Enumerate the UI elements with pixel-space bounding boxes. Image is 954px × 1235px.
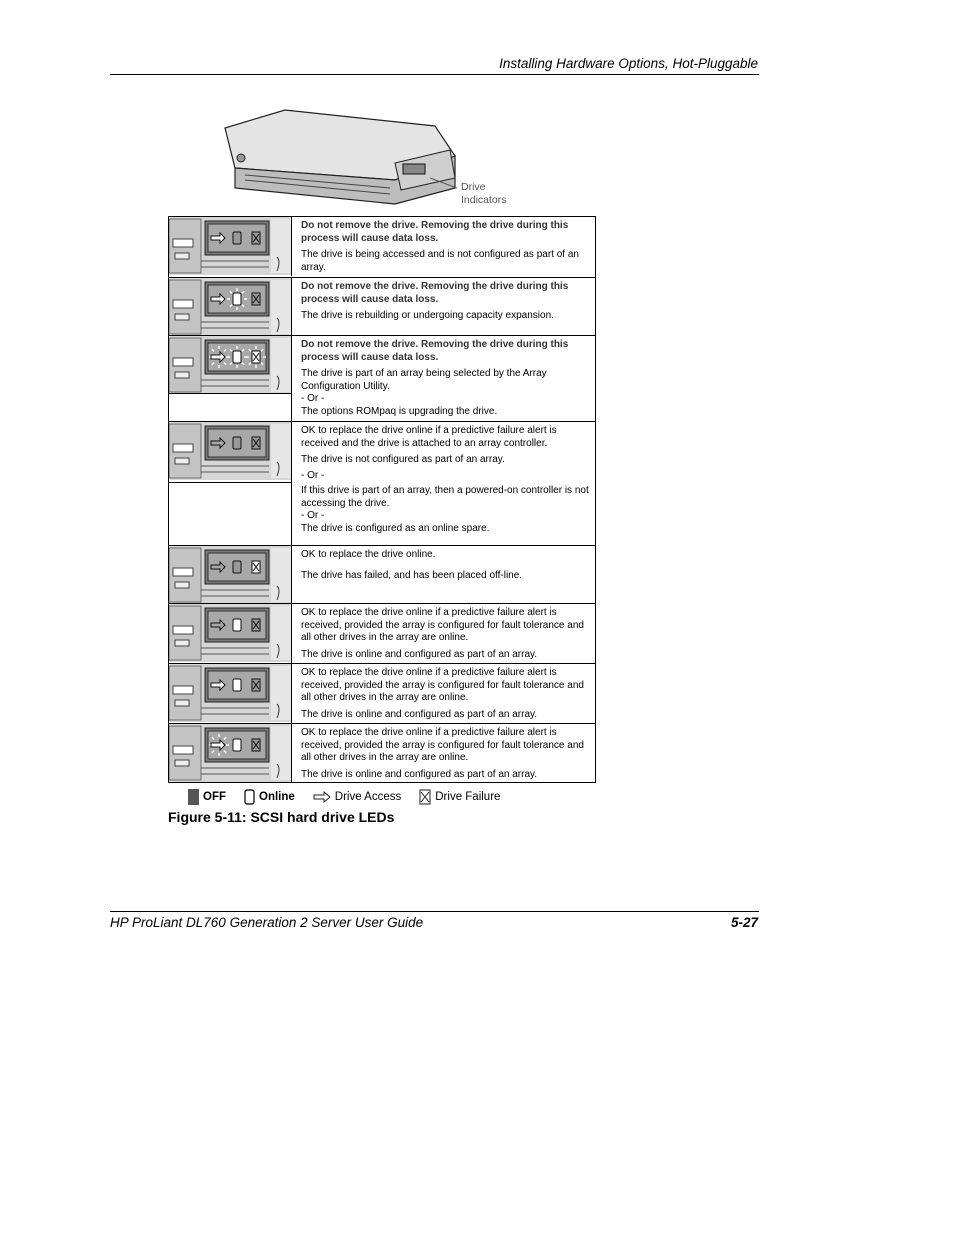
led-panel-image xyxy=(169,336,292,394)
failure-led-icon xyxy=(252,561,260,573)
led-row xyxy=(169,335,595,421)
led-panel-image xyxy=(169,604,292,663)
failure-led-icon xyxy=(252,679,260,691)
footer-guide-title: HP ProLiant DL760 Generation 2 Server User Guide xyxy=(110,915,424,930)
row-warning-text: Do not remove the drive. Removing the drive during this process will cause data loss. xyxy=(301,220,569,244)
figure-caption: Figure 5-11: SCSI hard drive LEDs xyxy=(168,809,395,825)
online-led-icon xyxy=(233,232,241,244)
drive-indicators-label-line2: Indicators xyxy=(461,194,507,206)
led-panel-drawing xyxy=(169,422,292,480)
legend-access xyxy=(313,791,401,803)
failure-led-icon xyxy=(252,739,260,751)
row-description-text: If this drive is part of an array, then a powered-on controller is not accessing the drive. xyxy=(301,485,589,509)
online-led-icon xyxy=(233,739,241,751)
legend-off xyxy=(188,789,226,805)
online-led-icon xyxy=(233,619,241,631)
page-header-title: Installing Hardware Options, Hot-Pluggable xyxy=(499,56,758,71)
online-led-icon xyxy=(233,561,241,573)
legend-access-label: Drive Access xyxy=(334,791,402,803)
legend-off-label: OFF xyxy=(203,791,226,803)
led-row xyxy=(169,277,595,335)
led-row xyxy=(169,421,595,545)
led-row xyxy=(169,217,595,277)
footer-page-number: 5-27 xyxy=(730,915,758,930)
led-panel-image xyxy=(169,664,292,723)
row-warning-text: Do not remove the drive. Removing the drive during this process will cause data loss. xyxy=(301,339,569,363)
row-description-text: OK to replace the drive online if a predictive failure alert is received, provided the array is configured for fault tolerance and all other drives in the array are online. xyxy=(301,667,584,703)
led-panel-empty xyxy=(169,483,292,545)
led-legend xyxy=(188,788,518,806)
failure-led-icon xyxy=(252,232,260,244)
led-panel-drawing xyxy=(169,546,292,603)
row-description-text: OK to replace the drive online if a predictive failure alert is received, provided the array is configured for fault tolerance and all other drives in the array are online. xyxy=(301,607,584,643)
led-row xyxy=(169,663,595,723)
failure-led-icon xyxy=(252,619,260,631)
row-description-text: The drive is online and configured as part of an array. xyxy=(301,708,538,720)
led-row xyxy=(169,603,595,663)
drive-failure-icon xyxy=(419,789,431,805)
legend-failure-label: Drive Failure xyxy=(435,791,501,803)
failure-led-icon xyxy=(252,437,260,449)
led-panel-empty xyxy=(169,394,292,421)
row-description-text: The drive is configured as an online spare. xyxy=(301,522,490,534)
online-led-icon xyxy=(233,437,241,449)
row-description-text: The drive is rebuilding or undergoing capacity expansion. xyxy=(301,310,554,321)
led-panel-image xyxy=(169,724,292,782)
led-panel-drawing xyxy=(169,278,292,335)
led-panel-image xyxy=(169,422,292,483)
failure-led-icon xyxy=(252,293,260,305)
led-panel-drawing xyxy=(169,217,292,275)
drive-indicators-label xyxy=(461,181,507,207)
led-panel-drawing xyxy=(169,336,292,394)
row-description-text: The drive is being accessed and is not configured as part of an array. xyxy=(301,249,579,273)
row-description-text: The drive is part of an array being selected by the Array Configuration Utility. xyxy=(301,368,547,392)
legend-online xyxy=(244,789,295,805)
hard-drive-illustration xyxy=(205,108,600,213)
row-description-text: OK to replace the drive online if a predictive failure alert is received, provided the array is configured for fault tolerance and all other drives in the array are online. xyxy=(301,727,584,763)
row-description-text: The drive is online and configured as part of an array. xyxy=(301,768,538,780)
drive-indicators-label-line1: Drive xyxy=(461,181,486,193)
legend-online-label: Online xyxy=(259,791,295,803)
led-panel-drawing xyxy=(169,604,292,662)
led-status-table xyxy=(168,216,596,783)
row-description-text: The drive is online and configured as part of an array. xyxy=(301,648,538,660)
led-row xyxy=(169,723,595,782)
row-or-text: - Or - xyxy=(301,393,325,404)
led-panel-drawing xyxy=(169,724,292,782)
row-warning-text: Do not remove the drive. Removing the drive during this process will cause data loss. xyxy=(301,281,569,305)
led-panel-drawing xyxy=(169,664,292,722)
led-panel-image xyxy=(169,278,292,335)
online-led-icon xyxy=(244,789,255,805)
online-led-icon xyxy=(233,679,241,691)
row-or-text: - Or - xyxy=(301,469,325,481)
row-description-text: OK to replace the drive online if a predictive failure alert is received and the drive is attached to an array controller. xyxy=(301,425,557,449)
led-panel-image xyxy=(169,546,292,603)
led-row xyxy=(169,545,595,603)
legend-failure xyxy=(419,789,500,805)
row-or-text: - Or - xyxy=(301,510,325,521)
off-led-icon xyxy=(188,789,199,805)
row-description-text: The drive is not configured as part of an array. xyxy=(301,454,505,465)
header-rule xyxy=(110,74,759,75)
led-panel-image xyxy=(169,217,292,276)
row-description-text: The options ROMpaq is upgrading the drive. xyxy=(301,405,498,417)
row-description-text: The drive has failed, and has been placed off-line. xyxy=(301,569,523,581)
drive-access-arrow-icon xyxy=(313,791,331,803)
footer-rule xyxy=(110,911,759,912)
row-description-text: OK to replace the drive online. xyxy=(301,549,436,560)
